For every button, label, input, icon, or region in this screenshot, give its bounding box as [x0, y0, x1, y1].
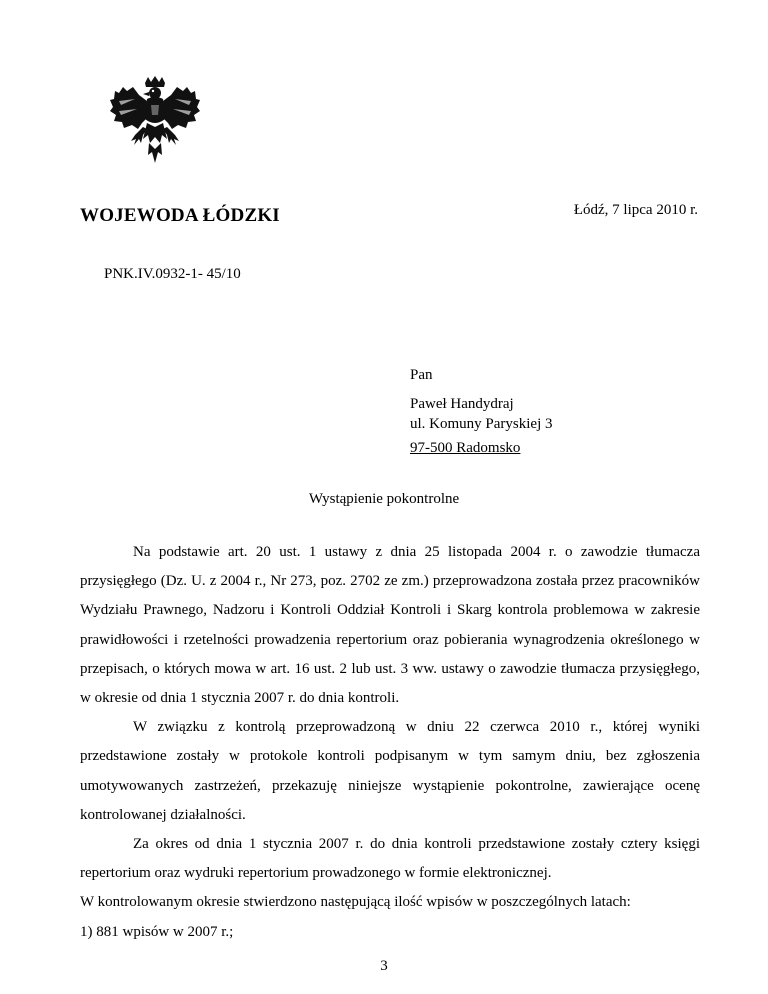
recipient-postal-city: 97-500 Radomsko — [410, 440, 521, 456]
recipient-name: Paweł Handydraj — [410, 396, 514, 412]
eagle-emblem-icon — [105, 75, 205, 173]
recipient-salutation: Pan — [410, 367, 433, 383]
entries-list-item: 1) 881 wpisów w 2007 r.; — [80, 923, 234, 940]
document-title: Wystąpienie pokontrolne — [308, 491, 460, 507]
authority-heading: WOJEWODA ŁÓDZKI — [80, 205, 280, 226]
document-date: Łódź, 7 lipca 2010 r. — [573, 202, 698, 218]
body-paragraph-2: W związku z kontrolą przeprowadzoną w dniu 22 czerwca 2010 r., której wyniki przedstawione zostały w protokole kontroli podpisanym w tym samym dniu, bez zgłoszenia umotywowanych zastrzeżeń, przekazuję niniejsze wystąpienie pokontrolne, zawierające ocenę kontrolowanej działalności. — [80, 719, 700, 823]
recipient-street: ul. Komuny Paryskiej 3 — [410, 416, 553, 432]
body-paragraph-3: Za okres od dnia 1 stycznia 2007 r. do dnia kontroli przedstawione zostały cztery księgi repertorium oraz wydruki repertorium prowadzonego w formie elektronicznej. — [80, 836, 700, 882]
document-body — [80, 538, 700, 947]
reference-number: PNK.IV.0932-1- 45/10 — [104, 266, 241, 282]
body-paragraph-1: Na podstawie art. 20 ust. 1 ustawy z dnia 25 listopada 2004 r. o zawodzie tłumacza przysięgłego (Dz. U. z 2004 r., Nr 273, poz. 2702 ze zm.) przeprowadzona została przez pracowników Wydziału Prawnego, Nadzoru i Kontroli Oddział Kontroli i Skarg kontrola problemowa w zakresie prawidłowości i rzetelności prowadzenia repertorium oraz pobierania wynagrodzenia określonego w przepisach, o których mowa w art. 16 ust. 2 lub ust. 3 ww. ustawy o zawodzie tłumacza przysięgłego, w okresie od dnia 1 stycznia 2007 r. do dnia kontroli. — [80, 544, 700, 707]
page-number: 3 — [380, 958, 388, 974]
summary-line: W kontrolowanym okresie stwierdzono następującą ilość wpisów w poszczególnych latach: — [80, 894, 631, 911]
